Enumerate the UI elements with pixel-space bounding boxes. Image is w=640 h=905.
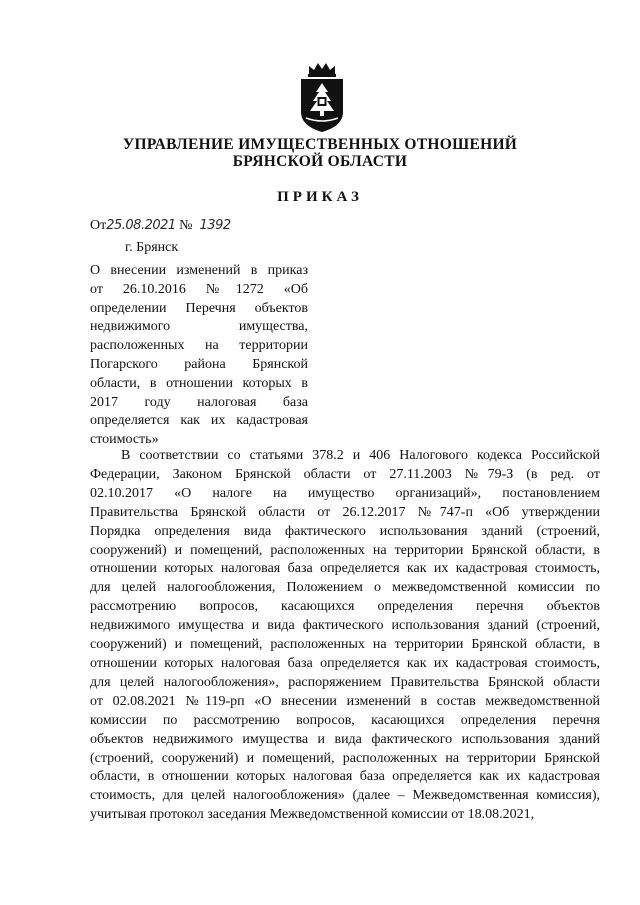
handwritten-number: 1392 <box>199 218 231 233</box>
subject-line: Погарского района Брянской <box>90 356 308 372</box>
body-line: для целей налогообложения», распоряжением Правительства Брянской области <box>90 674 600 690</box>
order-date-number-line <box>90 218 231 234</box>
order-body-text <box>90 447 600 825</box>
body-line: сооружений) и помещений, расположенных на территории Брянской области, в <box>90 542 600 558</box>
subject-line: от 26.10.2016 №1272 «Об <box>90 281 308 297</box>
subject-line: определяется как их кадастровая <box>90 413 308 429</box>
body-line: от 02.08.2021 №119-рп «О внесении изменений в состав межведомственной <box>90 693 600 709</box>
body-line: области, в отношении которых налоговая база определяется как их кадастровая <box>90 769 600 785</box>
subject-line: О внесении изменений в приказ <box>90 263 308 278</box>
organization-name-line2: БРЯНСКОЙ ОБЛАСТИ <box>232 153 408 170</box>
body-line: Порядка определения вида фактического использования зданий (строений, <box>90 523 600 539</box>
subject-line: расположенных на территории <box>90 338 308 354</box>
number-prefix: № <box>179 218 193 233</box>
body-line: (строений, сооружений) и помещений, расположенных на территории Брянской <box>90 750 600 766</box>
date-prefix: От <box>90 218 107 233</box>
body-line: недвижимого имущества и вида фактического использования зданий (строений, <box>90 618 600 634</box>
body-line: отношении которых налоговая база определяется как их кадастровая стоимость, <box>90 561 600 577</box>
body-line: для целей налогообложения, Положением о межведомственной комиссии по <box>90 580 600 596</box>
city-label: г. Брянск <box>125 240 179 255</box>
order-subject <box>90 262 308 450</box>
document-title: ПРИКАЗ <box>277 189 363 205</box>
body-line: Правительства Брянской области от 26.12.2017 №747-п «Об утверждении <box>90 504 600 520</box>
body-line: стоимость, для целей налогообложения» (далее – Межведомственная комиссия), <box>90 788 600 804</box>
body-line: Федерации, Законом Брянской области от 27.11.2003 №79-З (в ред. от <box>90 466 600 482</box>
subject-line: недвижимого имущества, <box>90 319 308 335</box>
body-line: В соответствии со статьями 378.2 и 406 Налогового кодекса Российской <box>121 448 600 463</box>
organization-name-line1: УПРАВЛЕНИЕ ИМУЩЕСТВЕННЫХ ОТНОШЕНИЙ <box>122 136 518 153</box>
subject-line: 2017 году налоговая база <box>90 394 308 410</box>
body-line: сооружений) и помещений, расположенных на территории Брянской области, в <box>90 637 600 653</box>
subject-line: стоимость» <box>90 432 159 448</box>
body-line: учитывая протокол заседания Межведомственной комиссии от 18.08.2021, <box>90 807 535 823</box>
body-line: рассмотрению вопросов, касающихся определения перечня объектов <box>90 599 600 615</box>
body-line: объектов недвижимого имущества и вида фактического использования зданий <box>90 731 600 747</box>
handwritten-date: 25.08.2021 <box>106 218 176 233</box>
subject-line: области, в отношении которых в <box>90 375 308 391</box>
body-line: 02.10.2017 «О налоге на имущество организаций», постановлением <box>90 485 600 501</box>
coat-of-arms-icon <box>297 60 347 134</box>
body-line: комиссии по рассмотрению вопросов, касающихся определения перечня <box>90 712 600 728</box>
subject-line: определении Перечня объектов <box>90 300 308 316</box>
body-line: отношении которых налоговая база определяется как их кадастровая стоимость, <box>90 655 600 671</box>
